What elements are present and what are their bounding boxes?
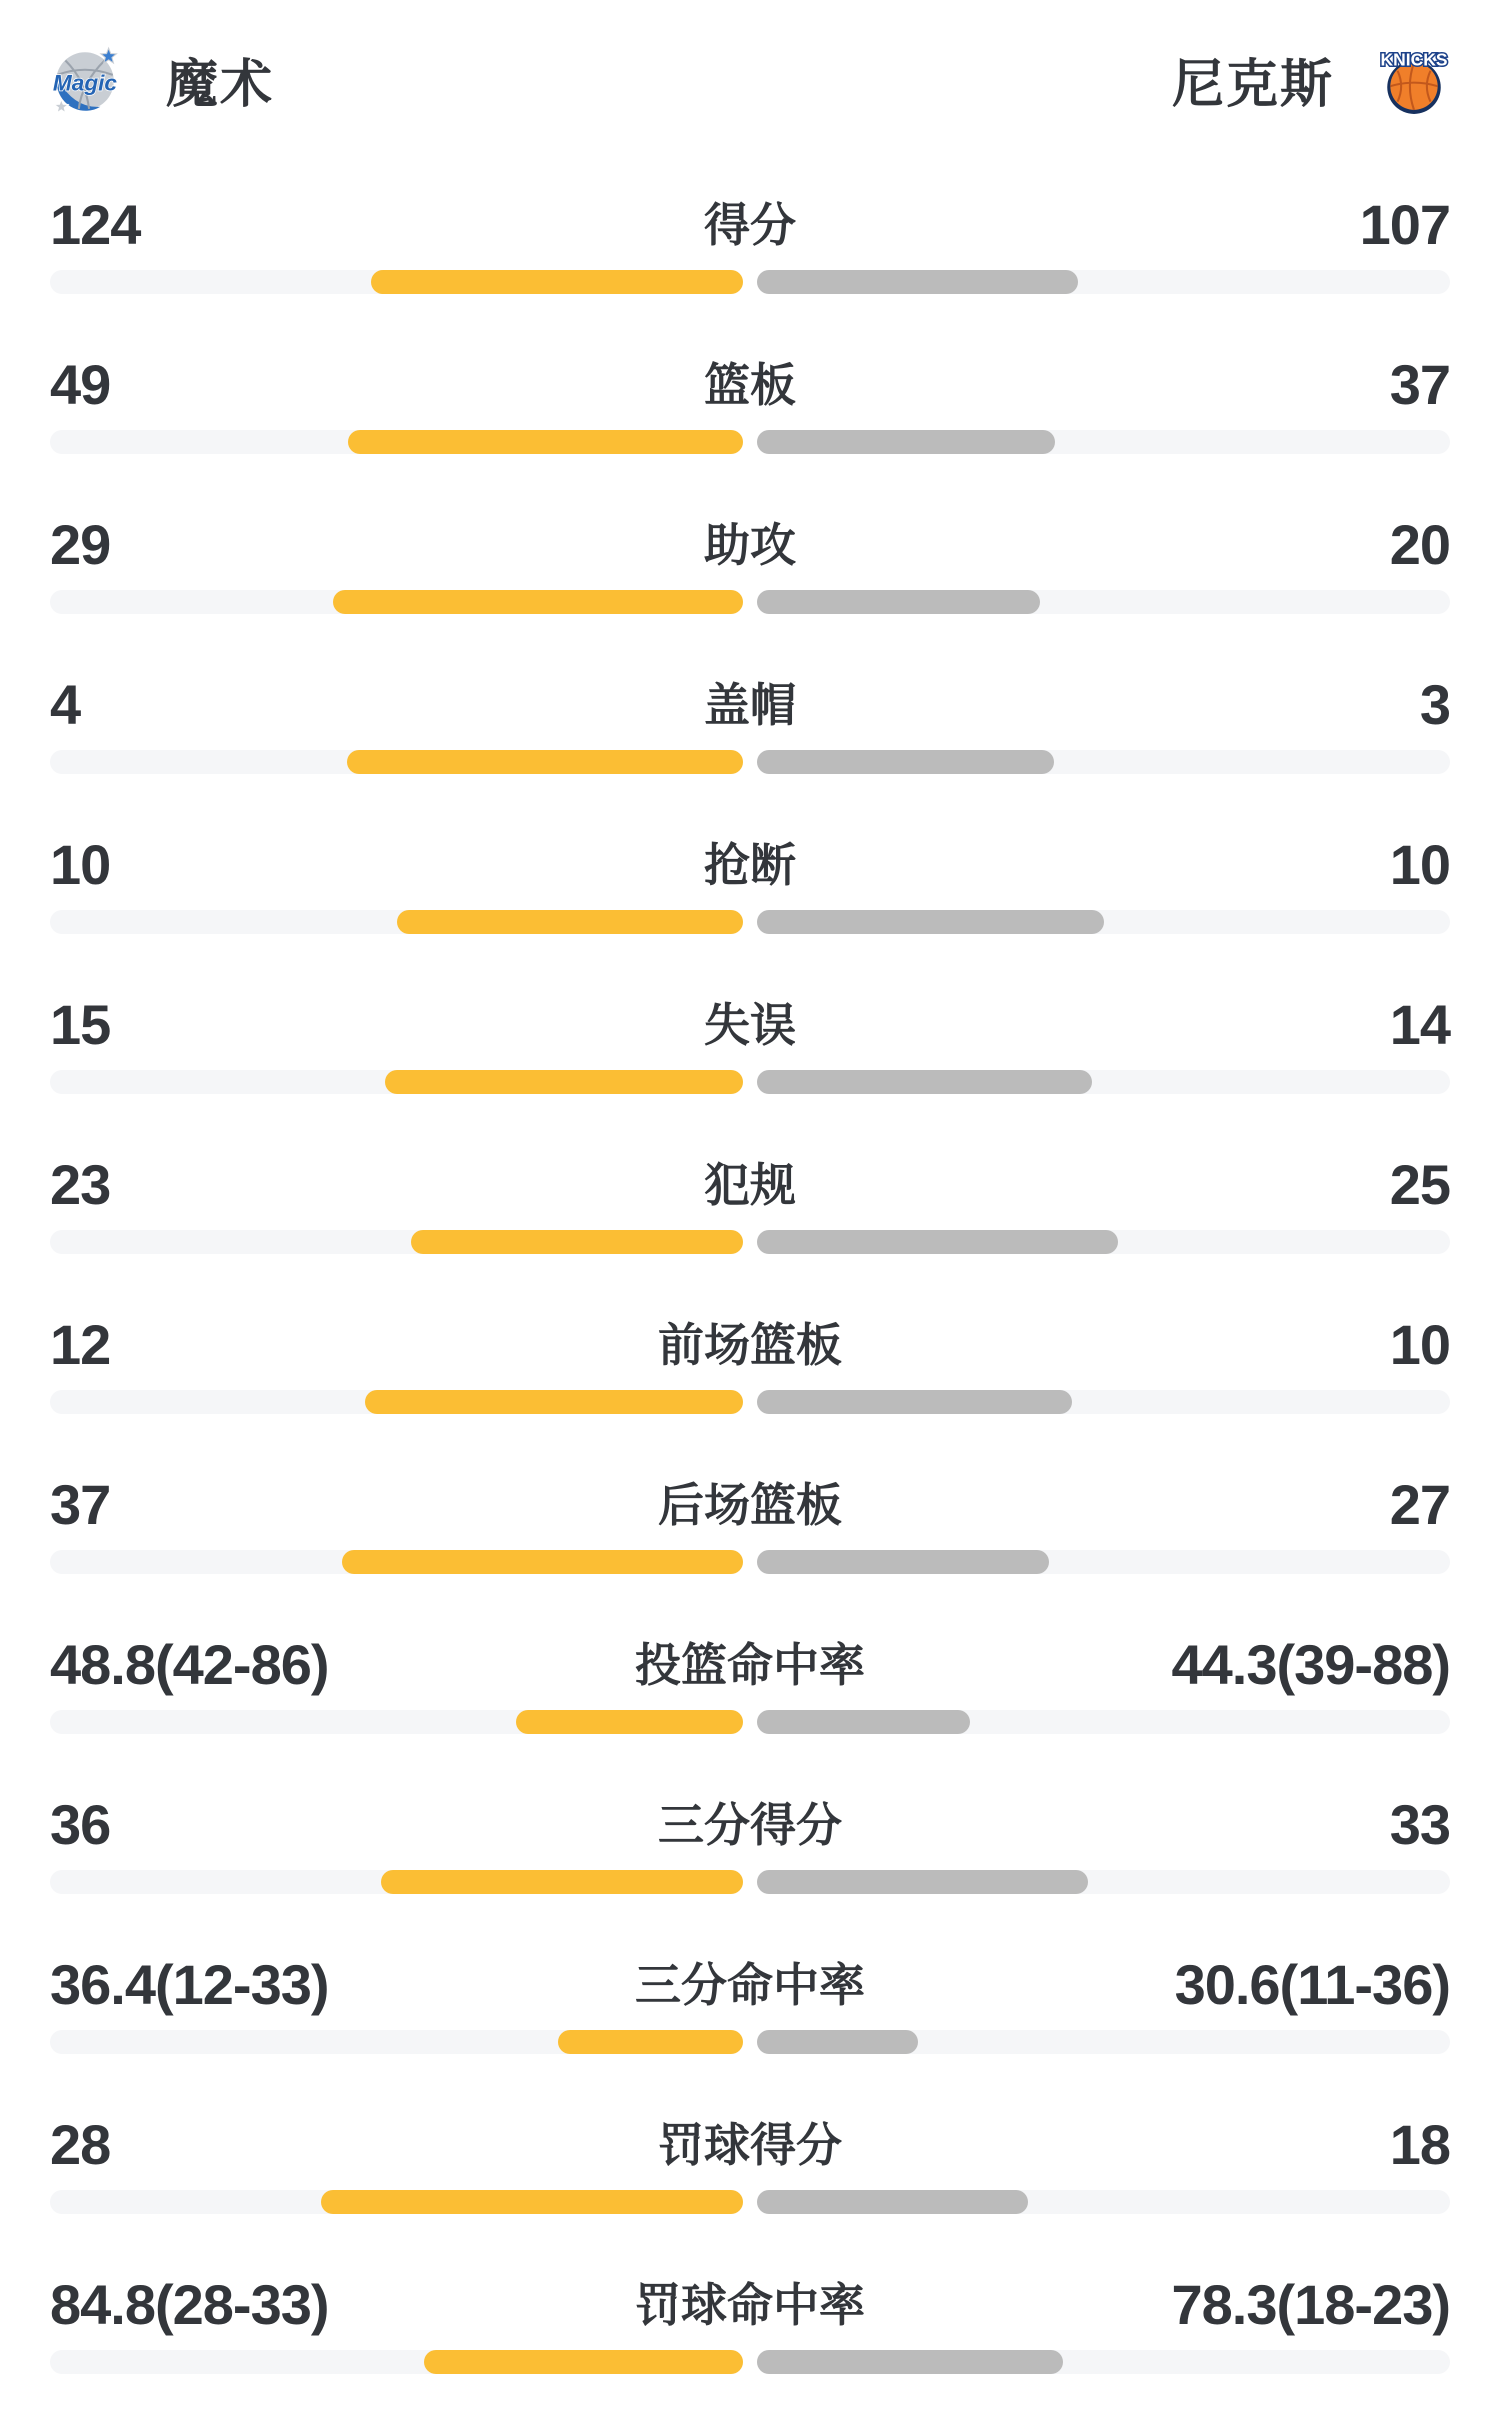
left-bar-track xyxy=(50,1390,743,1414)
left-bar-track xyxy=(50,1710,743,1734)
stat-row-text xyxy=(50,1794,1450,1856)
bar-track-row xyxy=(50,1870,1450,1894)
right-team-value: 37 xyxy=(1389,353,1450,416)
left-bar-track xyxy=(50,590,743,614)
bar-track-row xyxy=(50,750,1450,774)
stat-row-text xyxy=(50,674,1450,736)
svg-text:Magic: Magic xyxy=(52,70,118,96)
left-bar-track xyxy=(50,1230,743,1254)
stat-label: 抢断 xyxy=(704,839,796,891)
left-team-bar xyxy=(558,2030,743,2054)
bar-track-row xyxy=(50,1230,1450,1254)
header xyxy=(50,0,1450,116)
right-team-value: 78.3(18-23) xyxy=(1171,2273,1450,2336)
stat-label: 三分命中率 xyxy=(635,1959,865,2011)
stat-label: 投篮命中率 xyxy=(635,1639,865,1691)
right-team-bar xyxy=(757,2350,1063,2374)
bar-track-row xyxy=(50,1550,1450,1574)
left-team-value: 124 xyxy=(50,193,141,256)
right-team-bar xyxy=(757,1390,1072,1414)
bar-track-row xyxy=(50,430,1450,454)
left-team-bar xyxy=(381,1870,743,1894)
left-team-value: 36.4(12-33) xyxy=(50,1953,329,2016)
right-bar-track xyxy=(757,2350,1450,2374)
stat-row xyxy=(50,1954,1450,2114)
left-team-name: 魔术 xyxy=(166,55,275,114)
right-bar-track xyxy=(757,1390,1450,1414)
stat-row-text xyxy=(50,1954,1450,2016)
bar-track-row xyxy=(50,590,1450,614)
right-team-value: 44.3(39-88) xyxy=(1171,1633,1450,1696)
right-bar-track xyxy=(757,2030,1450,2054)
stat-row xyxy=(50,194,1450,354)
bar-track-row xyxy=(50,2190,1450,2214)
stat-row-text xyxy=(50,1314,1450,1376)
stat-row-text xyxy=(50,1474,1450,1536)
stat-label: 罚球得分 xyxy=(658,2119,842,2171)
right-team-value: 33 xyxy=(1389,1793,1450,1856)
left-team-value: 28 xyxy=(50,2113,111,2176)
stat-row-text xyxy=(50,354,1450,416)
left-team-bar xyxy=(516,1710,743,1734)
right-team-value: 18 xyxy=(1389,2113,1450,2176)
right-bar-track xyxy=(757,1710,1450,1734)
stat-row xyxy=(50,674,1450,834)
right-bar-track xyxy=(757,750,1450,774)
svg-text:KNICKS: KNICKS xyxy=(1380,49,1448,70)
stat-row xyxy=(50,1474,1450,1634)
left-team-value: 37 xyxy=(50,1473,111,1536)
left-team-value: 48.8(42-86) xyxy=(50,1633,329,1696)
stat-row-text xyxy=(50,994,1450,1056)
stat-row xyxy=(50,514,1450,674)
stat-row xyxy=(50,994,1450,1154)
left-bar-track xyxy=(50,2190,743,2214)
right-team-bar xyxy=(757,750,1054,774)
left-team-bar xyxy=(371,270,743,294)
stat-label: 助攻 xyxy=(704,519,796,571)
left-team-value: 36 xyxy=(50,1793,111,1856)
stat-label: 犯规 xyxy=(704,1159,796,1211)
right-team-bar xyxy=(757,1710,970,1734)
right-team-bar xyxy=(757,430,1055,454)
right-team-bar xyxy=(757,1870,1088,1894)
stat-row-text xyxy=(50,2114,1450,2176)
stat-row xyxy=(50,2274,1450,2434)
right-team-header xyxy=(1172,42,1450,117)
left-team-bar xyxy=(342,1550,743,1574)
left-team-header xyxy=(50,42,274,117)
bar-track-row xyxy=(50,1390,1450,1414)
left-team-bar xyxy=(385,1070,743,1094)
right-bar-track xyxy=(757,430,1450,454)
knicks-team-logo-icon xyxy=(1378,43,1450,115)
bar-track-row xyxy=(50,2030,1450,2054)
left-bar-track xyxy=(50,910,743,934)
right-team-bar xyxy=(757,1550,1049,1574)
bar-track-row xyxy=(50,1710,1450,1734)
right-bar-track xyxy=(757,910,1450,934)
left-team-bar xyxy=(321,2190,743,2214)
right-team-value: 25 xyxy=(1389,1153,1450,1216)
stats-list xyxy=(50,194,1450,2434)
right-bar-track xyxy=(757,1550,1450,1574)
stat-row-text xyxy=(50,2274,1450,2336)
stat-row xyxy=(50,1154,1450,1314)
right-bar-track xyxy=(757,1230,1450,1254)
bar-track-row xyxy=(50,270,1450,294)
stat-row-text xyxy=(50,1154,1450,1216)
left-team-bar xyxy=(397,910,744,934)
left-team-bar xyxy=(347,750,743,774)
left-bar-track xyxy=(50,2030,743,2054)
left-team-value: 29 xyxy=(50,513,111,576)
left-bar-track xyxy=(50,430,743,454)
stat-label: 得分 xyxy=(704,199,796,251)
right-team-bar xyxy=(757,590,1040,614)
stat-row-text xyxy=(50,1634,1450,1696)
left-team-bar xyxy=(365,1390,743,1414)
stat-label: 后场篮板 xyxy=(658,1479,842,1531)
left-bar-track xyxy=(50,750,743,774)
bar-track-row xyxy=(50,910,1450,934)
right-bar-track xyxy=(757,1070,1450,1094)
stat-row-text xyxy=(50,194,1450,256)
right-bar-track xyxy=(757,590,1450,614)
right-team-bar xyxy=(757,910,1104,934)
right-team-value: 20 xyxy=(1389,513,1450,576)
left-bar-track xyxy=(50,1870,743,1894)
right-bar-track xyxy=(757,2190,1450,2214)
left-team-bar xyxy=(424,2350,743,2374)
right-team-bar xyxy=(757,2190,1028,2214)
stat-label: 罚球命中率 xyxy=(635,2279,865,2331)
left-team-value: 10 xyxy=(50,833,111,896)
right-team-bar xyxy=(757,270,1078,294)
left-bar-track xyxy=(50,270,743,294)
stat-row-text xyxy=(50,514,1450,576)
stat-label: 三分得分 xyxy=(658,1799,842,1851)
stat-row xyxy=(50,1794,1450,1954)
stat-row xyxy=(50,354,1450,514)
left-team-bar xyxy=(333,590,743,614)
magic-team-logo-icon xyxy=(50,43,122,115)
left-bar-track xyxy=(50,2350,743,2374)
left-team-value: 12 xyxy=(50,1313,111,1376)
stat-label: 篮板 xyxy=(704,359,796,411)
stat-row-text xyxy=(50,834,1450,896)
right-bar-track xyxy=(757,1870,1450,1894)
bar-track-row xyxy=(50,1070,1450,1094)
right-bar-track xyxy=(757,270,1450,294)
stat-row xyxy=(50,1634,1450,1794)
stat-row xyxy=(50,1314,1450,1474)
left-team-value: 49 xyxy=(50,353,111,416)
stat-label: 失误 xyxy=(704,999,796,1051)
bar-track-row xyxy=(50,2350,1450,2374)
right-team-value: 27 xyxy=(1389,1473,1450,1536)
left-bar-track xyxy=(50,1070,743,1094)
right-team-value: 14 xyxy=(1389,993,1450,1056)
right-team-bar xyxy=(757,2030,918,2054)
right-team-bar xyxy=(757,1230,1118,1254)
right-team-value: 3 xyxy=(1419,673,1450,736)
right-team-value: 107 xyxy=(1359,193,1450,256)
stat-row xyxy=(50,834,1450,994)
stat-label: 前场篮板 xyxy=(658,1319,842,1371)
right-team-value: 30.6(11-36) xyxy=(1174,1953,1450,2016)
stat-label: 盖帽 xyxy=(704,679,796,731)
left-team-bar xyxy=(348,430,743,454)
stat-row xyxy=(50,2114,1450,2274)
right-team-value: 10 xyxy=(1389,833,1450,896)
left-team-value: 15 xyxy=(50,993,111,1056)
right-team-bar xyxy=(757,1070,1092,1094)
right-team-name: 尼克斯 xyxy=(1171,55,1334,114)
right-team-value: 10 xyxy=(1389,1313,1450,1376)
left-team-value: 84.8(28-33) xyxy=(50,2273,329,2336)
left-team-value: 4 xyxy=(50,673,81,736)
left-team-value: 23 xyxy=(50,1153,111,1216)
left-team-bar xyxy=(411,1230,743,1254)
left-bar-track xyxy=(50,1550,743,1574)
